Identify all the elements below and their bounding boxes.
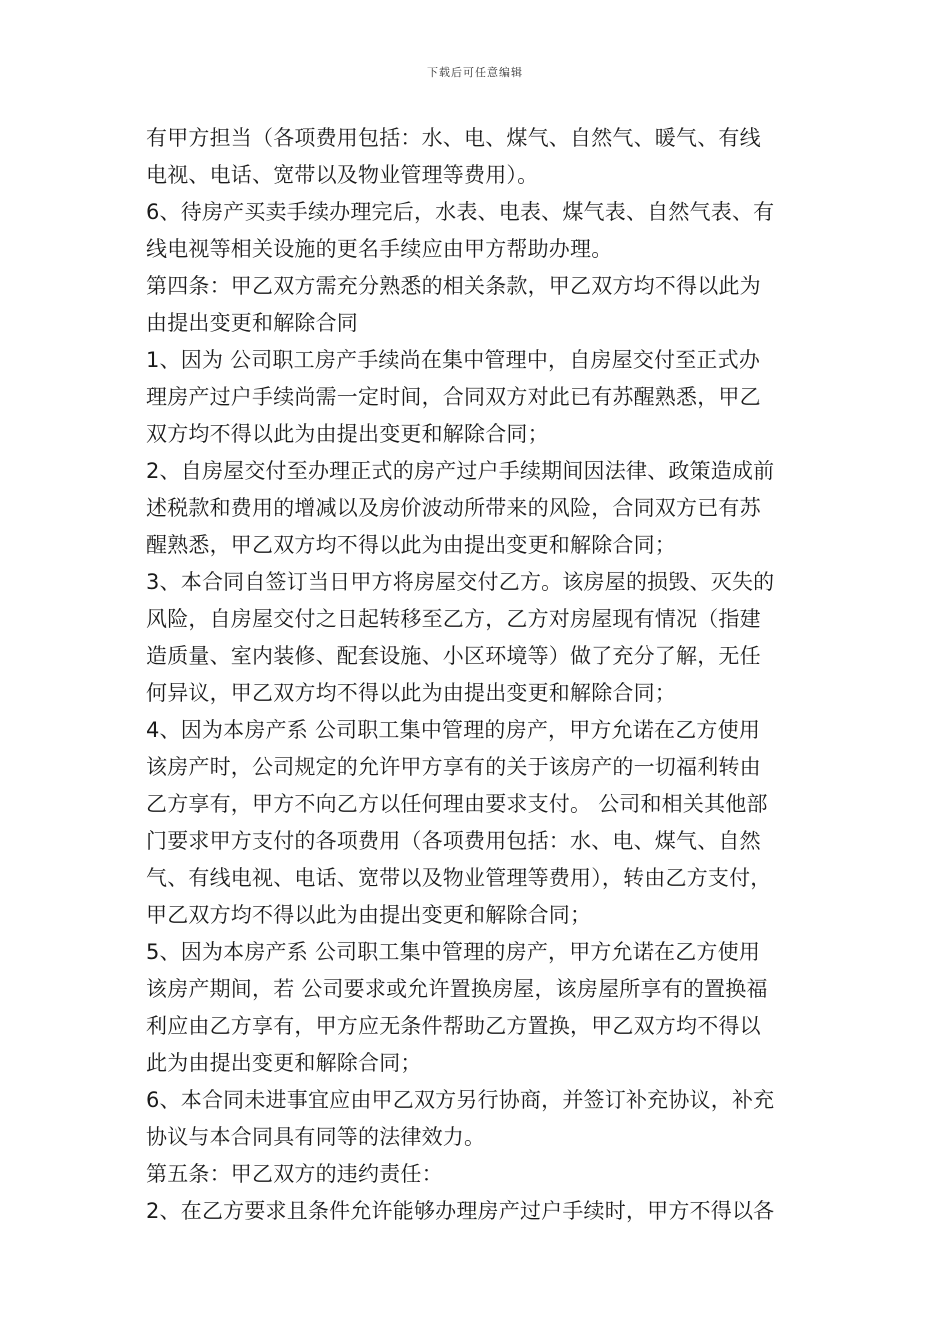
- text-line: 此为由提出变更和解除合同；: [146, 1051, 422, 1075]
- text-line: 该房产时，公司规定的允许甲方享有的关于该房产的一切福利转由: [146, 755, 761, 779]
- text-line: 线电视等相关设施的更名手续应由甲方帮助办理。: [146, 237, 613, 261]
- document-body: [146, 120, 816, 1230]
- text-line: 电视、电话、宽带以及物业管理等费用）。: [146, 163, 539, 187]
- text-line: 门要求甲方支付的各项费用（各项费用包括：水、电、煤气、自然: [146, 829, 761, 853]
- text-line: 协议与本合同具有同等的法律效力。: [146, 1125, 486, 1149]
- text-line: 该房产期间，若 公司要求或允许置换房屋，该房屋所享有的置换福: [146, 977, 768, 1001]
- text-line: 2、自房屋交付至办理正式的房产过户手续期间因法律、政策造成前: [146, 459, 775, 483]
- text-line: 何异议，甲乙双方均不得以此为由提出变更和解除合同；: [146, 681, 676, 705]
- text-line: 3、本合同自签订当日甲方将房屋交付乙方。该房屋的损毁、灭失的: [146, 570, 775, 594]
- text-line: 由提出变更和解除合同: [146, 311, 358, 335]
- text-line: 甲乙双方均不得以此为由提出变更和解除合同；: [146, 903, 592, 927]
- text-line: 5、因为本房产系 公司职工集中管理的房产，甲方允诺在乙方使用: [146, 940, 761, 964]
- text-line: 气、有线电视、电话、宽带以及物业管理等费用），转由乙方支付，: [146, 866, 772, 890]
- text-line: 醒熟悉，甲乙双方均不得以此为由提出变更和解除合同；: [146, 533, 676, 557]
- text-line: 有甲方担当（各项费用包括：水、电、煤气、自然气、暖气、有线: [146, 126, 761, 150]
- page-header: 下载后可任意编辑: [427, 66, 523, 79]
- text-line: 第四条：甲乙双方需充分熟悉的相关条款，甲乙双方均不得以此为: [146, 274, 761, 298]
- text-line: 4、因为本房产系 公司职工集中管理的房产，甲方允诺在乙方使用: [146, 718, 761, 742]
- text-line: 乙方享有，甲方不向乙方以任何理由要求支付。 公司和相关其他部: [146, 792, 768, 816]
- text-line: 6、本合同未进事宜应由甲乙双方另行协商，并签订补充协议，补充: [146, 1088, 775, 1112]
- text-line: 1、因为 公司职工房产手续尚在集中管理中，自房屋交付至正式办: [146, 348, 761, 372]
- text-line: 理房产过户手续尚需一定时间，合同双方对此已有苏醒熟悉，甲乙: [146, 385, 761, 409]
- text-line: 风险，自房屋交付之日起转移至乙方，乙方对房屋现有情况（指建: [146, 607, 761, 631]
- text-line: 第五条：甲乙双方的违约责任：: [146, 1162, 443, 1186]
- text-line: 造质量、室内装修、配套设施、小区环境等）做了充分了解，无任: [146, 644, 761, 668]
- text-line: 2、在乙方要求且条件允许能够办理房产过户手续时，甲方不得以各: [146, 1199, 775, 1223]
- text-line: 双方均不得以此为由提出变更和解除合同；: [146, 422, 549, 446]
- text-line: 述税款和费用的增减以及房价波动所带来的风险，合同双方已有苏: [146, 496, 761, 520]
- text-line: 利应由乙方享有，甲方应无条件帮助乙方置换，甲乙双方均不得以: [146, 1014, 761, 1038]
- text-line: 6、待房产买卖手续办理完后，水表、电表、煤气表、自然气表、有: [146, 200, 775, 224]
